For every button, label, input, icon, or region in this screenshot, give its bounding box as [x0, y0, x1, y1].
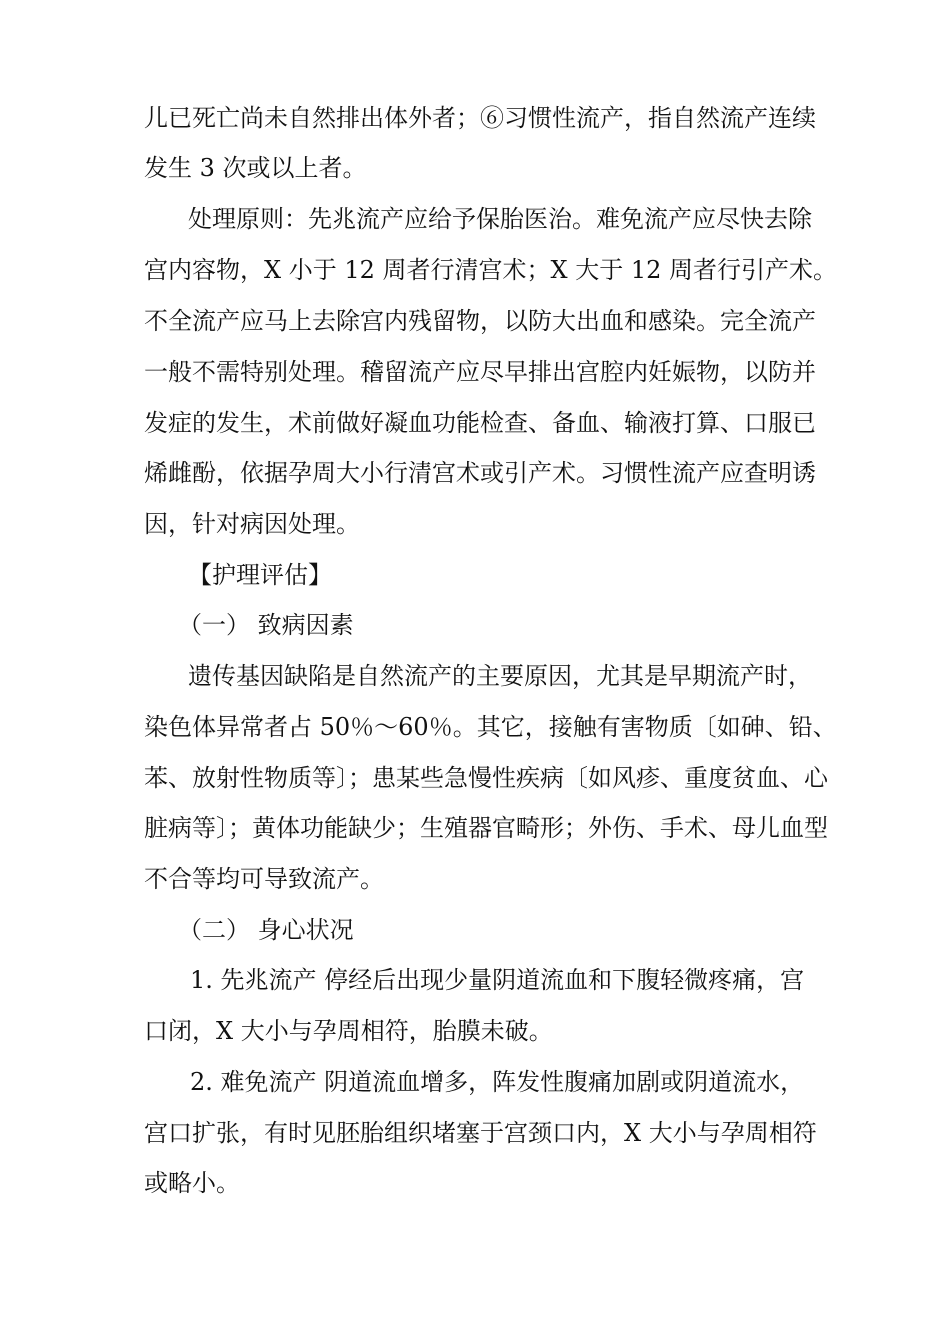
section-heading-nursing-assessment: 【护理评估】	[188, 561, 332, 589]
text-line-8: 烯雌酚，依据孕周大小行清宫术或引产术。习惯性流产应查明诱	[144, 459, 816, 487]
text-line-2: 发生 3 次或以上者。	[144, 154, 367, 182]
subsection-heading-physical-mental-status: （二） 身心状况	[178, 916, 354, 944]
text-line-4: 宫内容物，X 小于 12 周者行清宫术；X 大于 12 周者行引产术。	[144, 256, 838, 284]
text-line-5: 不全流产应马上去除宫内残留物，以防大出血和感染。完全流产	[144, 307, 816, 335]
text-line-19: 口闭，X 大小与孕周相符，胎膜未破。	[144, 1017, 553, 1045]
paragraph-treatment-principles-line-1: 处理原则：先兆流产应给予保胎医治。难免流产应尽快去除	[188, 205, 812, 233]
text-line-14: 苯、放射性物质等〕；患某些急慢性疾病〔如风疹、重度贫血、心	[144, 764, 828, 792]
list-item-inevitable-abortion: 2. 难免流产 阴道流血增多，阵发性腹痛加剧或阴道流水，	[190, 1068, 805, 1096]
text-line-9: 因，针对病因处理。	[144, 510, 360, 538]
text-line-15: 脏病等〕；黄体功能缺少；生殖器官畸形；外伤、手术、母儿血型	[144, 814, 828, 842]
paragraph-genetic-defects-line-1: 遗传基因缺陷是自然流产的主要原因，尤其是早期流产时，	[188, 662, 812, 690]
text-line-21: 宫口扩张，有时见胚胎组织堵塞于宫颈口内，X 大小与孕周相符	[144, 1119, 817, 1147]
text-line-6: 一般不需特别处理。稽留流产应尽早排出宫腔内妊娠物，以防并	[144, 358, 816, 386]
text-line-13: 染色体异常者占 50％～60％。其它，接触有害物质〔如砷、铅、	[144, 713, 837, 741]
text-line-1: 儿已死亡尚未自然排出体外者；⑥习惯性流产，指自然流产连续	[144, 104, 816, 132]
text-line-7: 发症的发生，术前做好凝血功能检查、备血、输液打算、口服已	[144, 409, 816, 437]
subsection-heading-causes: （一） 致病因素	[178, 611, 354, 639]
text-line-22: 或略小。	[144, 1169, 240, 1197]
list-item-threatened-abortion: 1. 先兆流产 停经后出现少量阴道流血和下腹轻微疼痛，宫	[190, 966, 805, 994]
text-line-16: 不合等均可导致流产。	[144, 865, 384, 893]
